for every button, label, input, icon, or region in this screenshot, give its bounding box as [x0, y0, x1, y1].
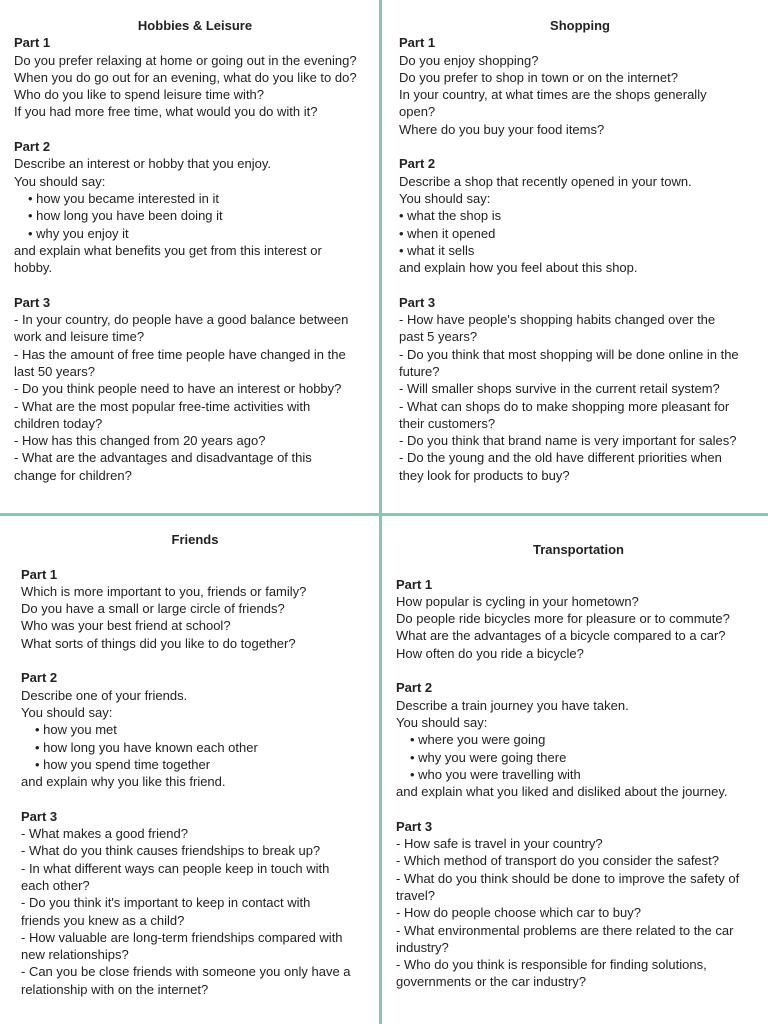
part-3-question: - In what different ways can people keep in touch with	[21, 860, 330, 876]
part-2-bullet: • when it opened	[399, 225, 496, 241]
part-3-question: industry?	[396, 939, 449, 955]
part-3-heading: Part 3	[399, 294, 436, 310]
part-2-bullet: • who you were travelling with	[410, 766, 581, 782]
part-3-question: travel?	[396, 887, 436, 903]
part-1-question: Do you have a small or large circle of friends?	[21, 601, 285, 617]
part-2-heading: Part 2	[21, 670, 58, 686]
part-3-question: - How safe is travel in your country?	[396, 836, 603, 852]
part-2-bullet: • how you spend time together	[35, 756, 211, 772]
part-2-heading: Part 2	[399, 156, 436, 172]
part-3-question: - In your country, do people have a good balance between	[14, 312, 349, 328]
part-1-question: When you do go out for an evening, what do you like to do?	[14, 69, 357, 85]
card-title: Hobbies & Leisure	[137, 18, 253, 33]
part-3-question: - How do people choose which car to buy?	[396, 905, 641, 921]
part-2-prompt: You should say:	[399, 190, 491, 206]
spacer	[396, 558, 761, 575]
part-2-bullet: • how you became interested in it	[28, 190, 219, 206]
part-3-question: - What do you think should be done to improve the safety of	[396, 870, 740, 886]
part-1-heading: Part 1	[14, 35, 51, 51]
part-1-question: Where do you buy your food items?	[399, 121, 605, 137]
part-3-question: - How valuable are long-term friendships compared with	[21, 929, 343, 945]
part-3-question: last 50 years?	[14, 363, 95, 379]
part-1-question: What are the advantages of a bicycle compared to a car?	[396, 628, 726, 644]
part-2-bullet: • why you were going there	[410, 749, 567, 765]
part-2-bullet: • how long you have been doing it	[28, 208, 223, 224]
part-3-question: - What are the advantages and disadvantage of this	[14, 450, 312, 466]
part-3-heading: Part 3	[21, 808, 58, 824]
part-3-question: - How has this changed from 20 years ago?	[14, 433, 266, 449]
part-3-question: - Do you think that most shopping will be done online in the	[399, 346, 739, 362]
part-3-question: - Who do you think is responsible for finding solutions,	[396, 957, 707, 973]
part-3-question: their customers?	[399, 415, 496, 431]
spacer	[14, 121, 376, 138]
horizontal-divider	[0, 513, 768, 516]
part-3-question: - What environmental problems are there related to the car	[396, 922, 734, 938]
part-3-question: - What are the most popular free-time activities with	[14, 398, 311, 414]
part-2-heading: Part 2	[396, 680, 433, 696]
spacer	[399, 276, 761, 293]
part-3-question: work and leisure time?	[14, 329, 145, 345]
part-3-question: - How have people's shopping habits changed over the	[399, 312, 716, 328]
card-title: Friends	[171, 532, 219, 547]
card-title: Shopping	[550, 18, 610, 33]
part-2-instruction: and explain what you liked and disliked about the journey.	[396, 784, 728, 800]
spacer	[14, 276, 376, 293]
part-3-question: change for children?	[14, 467, 132, 483]
part-1-question: Who do you like to spend leisure time with?	[14, 87, 265, 103]
spacer	[399, 138, 761, 155]
card-friends	[21, 531, 376, 998]
spacer	[21, 790, 376, 807]
part-1-question: How often do you ride a bicycle?	[396, 645, 584, 661]
part-2-instruction: and explain what benefits you get from this interest or	[14, 242, 322, 258]
part-2-bullet: • why you enjoy it	[28, 225, 129, 241]
part-2-bullet: • how long you have known each other	[35, 739, 258, 755]
card-shopping	[399, 17, 761, 484]
part-1-question: What sorts of things did you like to do together?	[21, 635, 296, 651]
part-3-heading: Part 3	[14, 294, 51, 310]
part-3-question: - Which method of transport do you consider the safest?	[396, 853, 720, 869]
part-3-question: - Do you think people need to have an interest or hobby?	[14, 381, 342, 397]
spacer	[396, 662, 761, 679]
part-2-instruction: and explain how you feel about this shop.	[399, 260, 638, 276]
part-1-question: Which is more important to you, friends or family?	[21, 583, 307, 599]
part-3-question: governments or the car industry?	[396, 974, 587, 990]
part-3-question: - What can shops do to make shopping more pleasant for	[399, 398, 730, 414]
part-1-heading: Part 1	[399, 35, 436, 51]
card-title: Transportation	[532, 542, 624, 557]
part-3-question: friends you knew as a child?	[21, 912, 185, 928]
part-1-question: How popular is cycling in your hometown?	[396, 593, 639, 609]
part-1-question: Do you prefer to shop in town or on the internet?	[399, 69, 678, 85]
part-3-question: - What makes a good friend?	[21, 826, 188, 842]
part-3-question: - Do you think it's important to keep in contact with	[21, 895, 311, 911]
part-1-question: In your country, at what times are the shops generally	[399, 87, 707, 103]
part-2-prompt: You should say:	[396, 714, 488, 730]
part-2-prompt: You should say:	[14, 173, 106, 189]
part-2-bullet: • what the shop is	[399, 208, 502, 224]
part-3-heading: Part 3	[396, 818, 433, 834]
part-2-bullet: • how you met	[35, 722, 117, 738]
part-2-prompt: Describe an interest or hobby that you enjoy.	[14, 156, 272, 172]
part-1-question: Do people ride bicycles more for pleasure or to commute?	[396, 611, 730, 627]
part-2-prompt: Describe a train journey you have taken.	[396, 697, 629, 713]
part-1-question: Do you enjoy shopping?	[399, 52, 539, 68]
part-1-question: Do you prefer relaxing at home or going out in the evening?	[14, 52, 357, 68]
spacer	[396, 800, 761, 817]
part-2-prompt: You should say:	[21, 704, 113, 720]
part-3-question: - Do the young and the old have different priorities when	[399, 450, 722, 466]
part-2-prompt: Describe a shop that recently opened in your town.	[399, 173, 692, 189]
part-2-instruction: and explain why you like this friend.	[21, 774, 226, 790]
part-1-question: open?	[399, 104, 436, 120]
part-2-prompt: Describe one of your friends.	[21, 687, 188, 703]
spacer	[21, 548, 376, 565]
spacer	[21, 652, 376, 669]
part-3-question: - Can you be close friends with someone you only have a	[21, 964, 351, 980]
part-2-bullet: • what it sells	[399, 242, 475, 258]
part-3-question: - Has the amount of free time people have changed in the	[14, 346, 346, 362]
card-transportation	[396, 541, 761, 991]
part-3-question: each other?	[21, 877, 90, 893]
part-2-instruction: hobby.	[14, 260, 53, 276]
part-1-heading: Part 1	[21, 566, 58, 582]
part-3-question: they look for products to buy?	[399, 467, 570, 483]
part-3-question: - What do you think causes friendships to break up?	[21, 843, 321, 859]
part-2-bullet: • where you were going	[410, 732, 546, 748]
vertical-divider	[379, 0, 382, 1024]
part-3-question: - Will smaller shops survive in the current retail system?	[399, 381, 720, 397]
part-3-question: new relationships?	[21, 947, 129, 963]
part-2-heading: Part 2	[14, 139, 51, 155]
card-hobbies-leisure	[14, 17, 376, 484]
part-3-question: relationship with on the internet?	[21, 981, 209, 997]
part-3-question: children today?	[14, 415, 103, 431]
part-1-question: If you had more free time, what would you do with it?	[14, 104, 318, 120]
part-1-heading: Part 1	[396, 576, 433, 592]
part-3-question: - Do you think that brand name is very important for sales?	[399, 433, 737, 449]
part-3-question: past 5 years?	[399, 329, 478, 345]
part-1-question: Who was your best friend at school?	[21, 618, 231, 634]
part-3-question: future?	[399, 363, 440, 379]
